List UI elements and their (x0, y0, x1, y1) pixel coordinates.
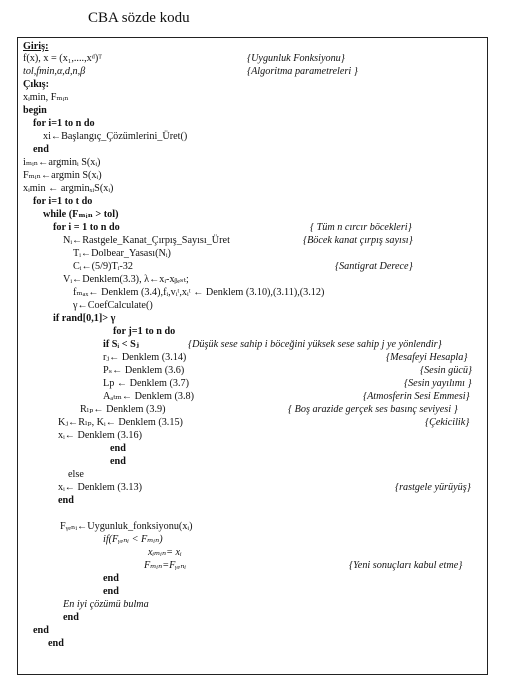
code-line: Aₐₜₘ← Denklem (3.8) (103, 391, 195, 402)
code-line: end (33, 144, 49, 155)
code-comment: {Böcek kanat çırpış sayısı} (303, 235, 413, 246)
code-comment: {Santigrat Derece} (335, 261, 413, 272)
code-line: if rand[0,1]> γ (53, 313, 116, 324)
code-comment: {Sesin gücü} (420, 365, 473, 376)
code-line: Nᵢ←Rastgele_Kanat_Çırpış_Sayısı_Üret (63, 235, 230, 246)
code-line: end (103, 573, 119, 584)
code-line: for i = 1 to n do (53, 222, 120, 233)
code-line: fₘₐₓ← Denklem (3.4),fᵢ,vᵢᵗ,xᵢᵗ ← Denklem (3.10),(3.11),(3.12) (73, 287, 325, 298)
input-heading: Giriş: (23, 41, 49, 52)
code-line: end (110, 443, 126, 454)
code-line: begin (23, 105, 47, 116)
code-line: xi←Başlangıç_Çözümlerini_Üret() (43, 131, 188, 142)
code-comment: {Atmosferin Sesi Emmesi} (363, 391, 470, 402)
code-line: Vᵢ←Denklem(3.3), λ←xᵢ-xᵦₑₛₜ; (63, 274, 189, 285)
document-title: CBA sözde kodu (88, 10, 190, 26)
code-line: En iyi çözümü bulma (63, 599, 149, 610)
code-comment: {rastgele yürüyüş} (395, 482, 471, 493)
code-line: else (68, 469, 84, 480)
code-line: if(Fᵧₑₙᵢ < Fₘᵢₙ) (103, 534, 163, 545)
code-line: for j=1 to n do (113, 326, 176, 337)
code-comment: { Boş arazide gerçek ses basınç seviyesi } (288, 404, 458, 415)
code-comment: {Düşük sese sahip i böceğini yüksek sese sahip j ye yönlendir} (188, 339, 442, 350)
code-comment: {Yeni sonuçları kabul etme} (349, 560, 463, 571)
code-line: if Sᵢ < Sⱼ (103, 339, 139, 350)
output-heading: Çıkış: (23, 79, 50, 90)
code-line: for i=1 to n do (33, 118, 95, 129)
code-line: xᵢmin ← argminₓᵢS(xᵢ) (23, 183, 114, 194)
code-line: for i=1 to t do (33, 196, 93, 207)
code-line: Fₘᵢₙ←argmin S(xᵢ) (23, 170, 102, 181)
code-line: end (33, 625, 49, 636)
code-comment: { Tüm n cırcır böcekleri} (310, 222, 412, 233)
code-line: xᵢₘᵢₙ= xᵢ (148, 547, 182, 558)
code-line: while (Fₘᵢₙ > tol) (43, 209, 119, 220)
code-line: Fᵧₑₙᵢ←Uygunluk_fonksiyonu(xᵢ) (60, 521, 193, 532)
code-comment: {Algoritma parametreleri } (247, 66, 358, 77)
code-comment: {Uygunluk Fonksiyonu} (247, 53, 345, 64)
code-line: Cᵢ←(5/9)Tᵢ-32 (73, 261, 133, 272)
code-comment: {Çekicilik} (425, 417, 470, 428)
code-line: Pₛ← Denklem (3.6) (103, 365, 185, 376)
code-line: Lp ← Denklem (3.7) (103, 378, 190, 389)
code-line: Fₘᵢₙ=Fᵧₑₙᵢ (144, 560, 187, 571)
code-comment: {Mesafeyi Hesapla} (386, 352, 468, 363)
code-line: end (48, 638, 64, 649)
code-line: xᵢ← Denklem (3.13) (58, 482, 142, 493)
code-line: xᵢmin, Fₘᵢₙ (23, 92, 69, 103)
code-line: end (110, 456, 126, 467)
code-line: iₘᵢₙ←argminᵢ S(xᵢ) (23, 157, 101, 168)
code-line: Tᵢ←Dolbear_Yasası(Nᵢ) (73, 248, 171, 259)
code-line: γ←CoefCalculate() (73, 300, 153, 311)
code-line: Kⱼ←Rₗₚ, Kᵢ← Denklem (3.15) (58, 417, 183, 428)
code-comment: {Sesin yayılımı } (404, 378, 472, 389)
code-line: rⱼ← Denklem (3.14) (103, 352, 187, 363)
code-line: xᵢ← Denklem (3.16) (58, 430, 142, 441)
code-line: f(x), x = (x₁,....,xᵈ)ᵀ (23, 53, 102, 64)
code-line: end (103, 586, 119, 597)
code-line: Rₗₚ← Denklem (3.9) (80, 404, 166, 415)
code-line: end (63, 612, 79, 623)
code-line: tol,fmin,α,d,n,β (23, 66, 86, 77)
code-line: end (58, 495, 74, 506)
